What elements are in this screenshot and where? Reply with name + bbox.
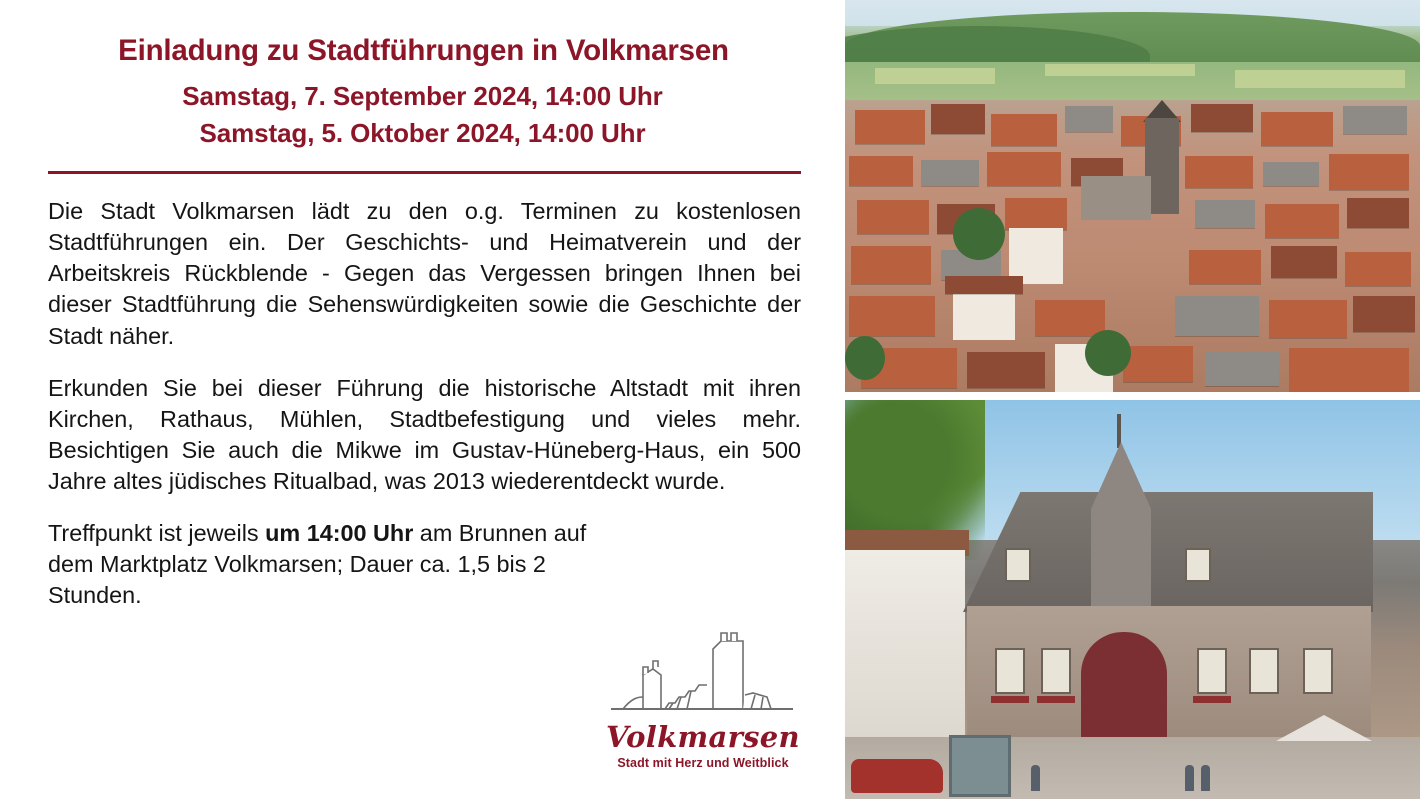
information-kiosk: [949, 735, 1011, 797]
logo-name: Volkmarsen: [606, 720, 800, 754]
roof-spire: [1117, 414, 1121, 448]
divider: [48, 171, 801, 174]
logo: [603, 629, 803, 779]
paragraph-meeting-point: [48, 518, 608, 611]
page-title: Einladung zu Stadtführungen in Volkmarsen: [118, 34, 729, 67]
paragraph-tour-details: Erkunden Sie bei dieser Führung die historische Altstadt mit ihren Kirchen, Rathaus, Mühlen, Stadtbefestigung und vieles mehr. Besichtigen Sie auch die Mikwe im Gustav-Hüneberg-Haus, ein 500 Jahre altes jüdisches Ritualbad, was 2013 wiederentdeckt wurde.: [48, 374, 801, 495]
pedestrian: [1031, 765, 1040, 791]
parked-car: [851, 759, 943, 793]
castle-ruin-icon: [603, 629, 803, 721]
field-patch: [875, 68, 995, 84]
field-patch: [1235, 70, 1405, 88]
logo-tagline: Stadt mit Herz und Weitblick: [617, 756, 789, 770]
flower-box: [1193, 696, 1231, 703]
paragraph-intro: Die Stadt Volkmarsen lädt zu den o.g. Terminen zu kostenlosen Stadtführungen ein. Der Geschichts- und Heimatverein und der Arbeitskreis Rückblende - Gegen das Vergessen bringen Ihnen bei dieser Stadtführung die Sehenswürdigkeiten sowie die Geschichte der Stadt näher.: [48, 198, 801, 349]
flower-box: [991, 696, 1029, 703]
town-rooftops: [845, 100, 1420, 392]
flower-box: [1037, 696, 1075, 703]
facade-window: [995, 648, 1025, 694]
main-entrance-portal: [1081, 632, 1167, 752]
event-date-2: Samstag, 5. Oktober 2024, 14:00 Uhr: [199, 118, 646, 149]
facade-window: [1197, 648, 1227, 694]
dormer-window: [1005, 548, 1031, 582]
dormer-window: [1185, 548, 1211, 582]
meeting-point-time: um 14:00 Uhr: [265, 520, 414, 547]
facade-window: [1249, 648, 1279, 694]
aerial-view-volkmarsen-photo: [845, 0, 1420, 392]
historic-town-hall-photo: [845, 400, 1420, 799]
facade-window: [1041, 648, 1071, 694]
neighbour-house: [845, 550, 965, 737]
field-patch: [1045, 64, 1195, 76]
meeting-point-suffix: am Brunnen auf dem Marktplatz Volkmarsen; Dauer ca. 1,5 bis 2 Stunden.: [48, 520, 587, 609]
pedestrian: [1201, 765, 1210, 791]
church-nave: [1081, 176, 1151, 220]
facade-window: [1303, 648, 1333, 694]
meeting-point-prefix: Treffpunkt ist jeweils: [48, 520, 266, 547]
event-date-1: Samstag, 7. September 2024, 14:00 Uhr: [182, 81, 663, 112]
image-column: [845, 0, 1420, 799]
body-text: [48, 196, 801, 612]
pedestrian: [1185, 765, 1194, 791]
